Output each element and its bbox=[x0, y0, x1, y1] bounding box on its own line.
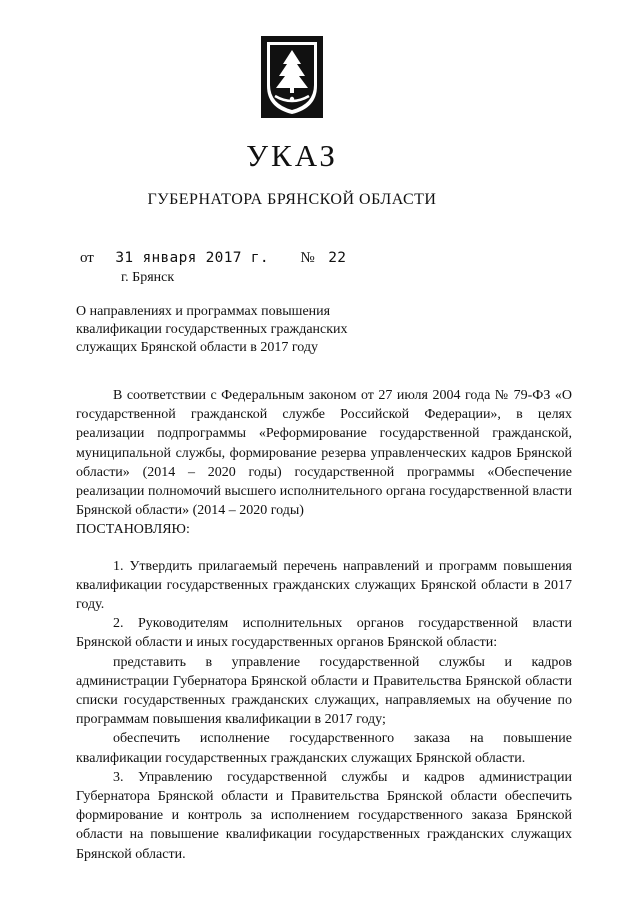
coat-of-arms-icon bbox=[261, 36, 323, 118]
date-number-line bbox=[80, 250, 346, 267]
document-subtitle: ГУБЕРНАТОРА БРЯНСКОЙ ОБЛАСТИ bbox=[147, 191, 437, 208]
document-title: УКАЗ bbox=[246, 138, 338, 173]
subject-line: квалификации государственных гражданских bbox=[76, 322, 348, 337]
subject-line: О направлениях и программах повышения bbox=[76, 304, 331, 319]
document-body bbox=[76, 386, 572, 864]
city: г. Брянск bbox=[121, 270, 175, 285]
date-prefix: от bbox=[80, 250, 94, 266]
item-paragraph: 1. Утвердить прилагаемый перечень направлений и программ повышения квалификации государственных гражданских служащих Брянской области в 2017 году. bbox=[76, 558, 572, 613]
item-paragraph: 3. Управлению государственной службы и кадров администрации Губернатора Брянской области и Правительства Брянской области обеспечить формирование и контроль за исполнением государственного заказа Брянской области на повышение квалификации государственных гражданских служащих Брянской области. bbox=[76, 769, 572, 862]
preamble-paragraph: В соответствии с Федеральным законом от 27 июля 2004 года № 79-ФЗ «О государственной гражданской службе Российской Федерации», в целях реализации подпрограммы «Реформирование государственной гражданской, муниципальной службы, формирование резерва управленческих кадров Брянской области» (2014 – 2020 годы) государственной программы «Обеспечение реализации полномочий высшего исполнительного органа государственной власти Брянской области» (2014 – 2020 годы) bbox=[76, 388, 572, 519]
item-paragraph: представить в управление государственной службы и кадров администрации Губернатора Брянской области и Правительства Брянской области списки государственных гражданских служащих, направляемых на обучение по программам повышения квалификации в 2017 году; bbox=[76, 654, 572, 728]
item-paragraph: обеспечить исполнение государственного заказа на повышение квалификации государственных гражданских служащих Брянской области. bbox=[76, 731, 572, 766]
item-paragraph: 2. Руководителям исполнительных органов государственной власти Брянской области и иных государственных органов Брянской области: bbox=[76, 616, 572, 651]
date-value: 31 января 2017 г. bbox=[115, 250, 269, 266]
decree-word: ПОСТАНОВЛЯЮ: bbox=[76, 522, 190, 538]
number-prefix: № bbox=[300, 250, 315, 266]
number-value: 22 bbox=[328, 250, 347, 266]
subject-block bbox=[76, 303, 396, 357]
subject-line: служащих Брянской области в 2017 году bbox=[76, 340, 318, 355]
